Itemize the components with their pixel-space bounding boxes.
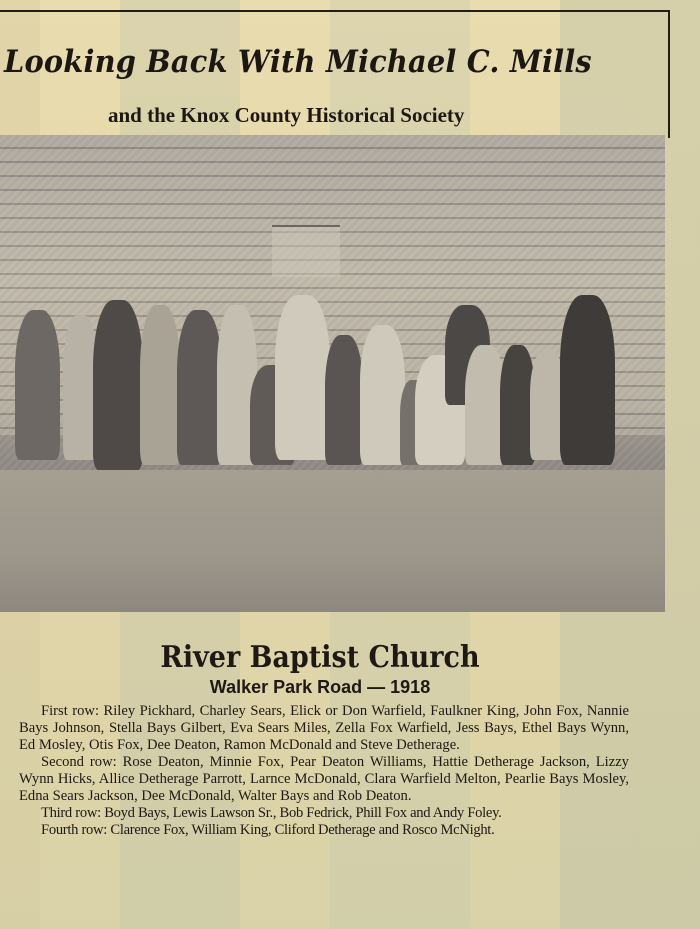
church-window — [272, 225, 340, 277]
masthead-subtitle: and the Knox County Historical Society — [108, 103, 465, 127]
row-label: Fourth row: — [41, 822, 108, 838]
ground — [0, 470, 665, 612]
row-names: Rose Deaton, Minnie Fox, Pear Deaton Williams, Hattie Detherage Jackson, Lizzy Wynn Hicks, Allice Detherage Parrott, Larnce McDonald, Clara Warfield Melton, Pearlie Bays Mosley, Edna Sears Jackson, Dee McDonald, Walter Bays and Rob Deaton. — [19, 754, 629, 804]
row-label: First row: — [41, 703, 100, 719]
row-caption-second — [19, 754, 629, 805]
row-label: Second row: — [41, 754, 117, 770]
row-names: Boyd Bays, Lewis Lawson Sr., Bob Fedrick, Phill Fox and Andy Foley. — [104, 805, 502, 821]
masthead-title: Looking Back With Michael C. Mills — [4, 44, 592, 80]
row-caption-first — [19, 703, 629, 754]
caption-body — [19, 703, 629, 839]
row-caption-third — [19, 805, 629, 822]
caption-subtitle: Walker Park Road — 1918 — [209, 677, 431, 697]
row-names: Riley Pickhard, Charley Sears, Elick or Don Warfield, Faulkner King, John Fox, Nannie Bays Johnson, Stella Bays Gilbert, Eva Sears Miles, Zella Fox Warfield, Jess Bays, Ethel Bays Wynn, Ed Mosley, Otis Fox, Dee Deaton, Ramon McDonald and Steve Detherage. — [19, 703, 629, 753]
congregation-group — [5, 285, 625, 485]
group-photograph — [0, 135, 665, 612]
caption-title: River Baptist Church — [160, 640, 480, 675]
row-label: Third row: — [41, 805, 101, 821]
row-names: Clarence Fox, William King, Cliford Detherage and Rosco McNight. — [110, 822, 495, 838]
row-caption-fourth — [19, 822, 629, 839]
